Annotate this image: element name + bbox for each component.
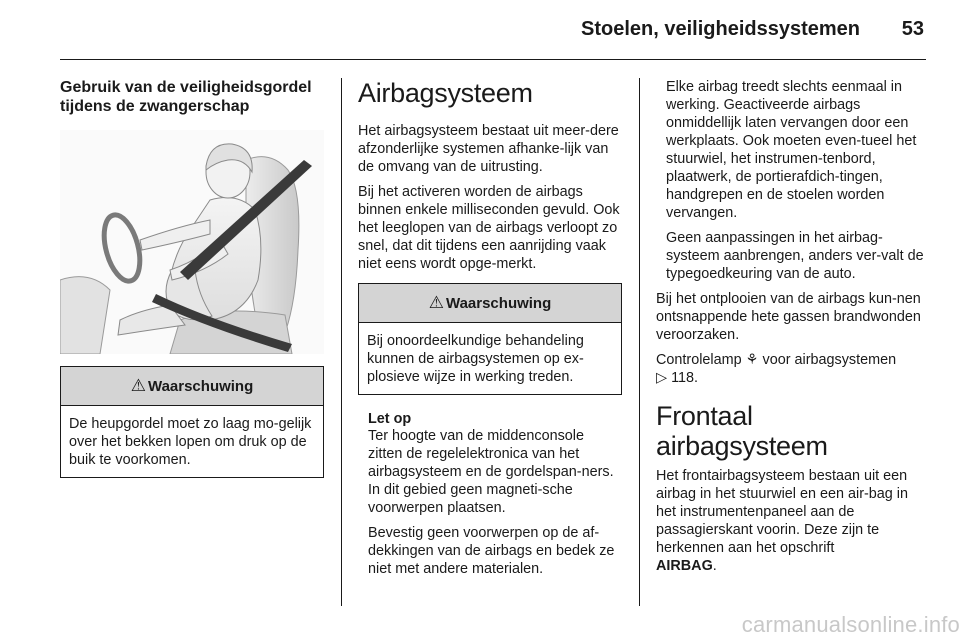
column-1	[60, 78, 324, 478]
paragraph: Bij het ontplooien van de airbags kun-nen ontsnappende hete gassen brandwonden veroorzaken.	[656, 291, 921, 343]
warning-box-airbag	[358, 283, 622, 395]
warning-text: Bij onoordeelkundige behandeling kunnen de airbagsystemen op ex-plosieve wijze in werking treden.	[367, 333, 584, 385]
warning-title: Waarschuwing	[445, 294, 552, 312]
paragraph: Het frontairbagsysteem bestaan uit een airbag in het stuurwiel en een air-bag in het instrumentenpaneel aan de passagierskant voorin. Deze zijn te herkennen aan het opschrift AIRBAG.	[656, 468, 908, 574]
indented-block	[656, 78, 926, 283]
paragraph: Bij het activeren worden de airbags binnen enkele milliseconden gevuld. Ook het leeglopen van de airbags verloopt zo snel, dat dit tijdens een aanrijding vaak niet eens wordt opge-merkt.	[358, 184, 620, 272]
warning-header	[359, 284, 621, 323]
header-rule	[60, 59, 926, 60]
paragraph: Ter hoogte van de middenconsole zitten de regelelektronica van het airbagsysteem en de gordelspan-ners. In dit gebied geen magneti-sche voorwerpen plaatsen.	[368, 428, 614, 516]
note-block	[358, 427, 622, 578]
airbag-warning-lamp-icon: ⚘	[745, 352, 759, 368]
warning-text: De heupgordel moet zo laag mo-gelijk over het bekken lopen om druk op de buik te voorkomen.	[69, 416, 312, 468]
pregnant-driver-seatbelt-illustration	[60, 130, 324, 354]
warning-title: Waarschuwing	[147, 377, 254, 395]
warning-body	[61, 406, 323, 477]
paragraph: Bevestig geen voorwerpen op de af-dekkingen van de airbags en bedek ze niet met andere materialen.	[368, 525, 615, 577]
watermark: carmanualsonline.info	[741, 612, 960, 637]
warning-triangle-icon: ⚠	[428, 293, 444, 312]
page-reference-link[interactable]: 118.	[671, 370, 699, 386]
warning-triangle-icon: ⚠	[130, 376, 146, 395]
column-divider-1	[341, 78, 342, 606]
column-3	[656, 78, 926, 582]
note-label: Let op	[368, 411, 412, 427]
column-divider-2	[639, 78, 640, 606]
warning-box-pregnancy	[60, 366, 324, 478]
column-2	[358, 78, 622, 585]
airbag-label: AIRBAG	[656, 558, 713, 574]
heading-frontaal-airbagsysteem: Frontaal airbagsysteem	[656, 401, 828, 461]
paragraph-warning-lamp: Controlelamp ⚘ voor airbagsystemen ▷ 118.	[656, 352, 897, 386]
page-number: 53	[901, 18, 924, 40]
heading-airbagsysteem: Airbagsysteem	[358, 78, 533, 108]
paragraph: Het airbagsysteem bestaat uit meer-dere afzonderlijke systemen afhanke-lijk van de omvang van de uitrusting.	[358, 123, 619, 175]
warning-body	[359, 323, 621, 394]
paragraph: Elke airbag treedt slechts eenmaal in werking. Geactiveerde airbags onmiddellijk laten vervangen door een werkplaats. Ook moeten even-tueel het stuurwiel, het instrumen-tenbord, plaatwerk, de portierafdich-tingen, handgrepen en de stoelen worden vervangen.	[666, 79, 917, 221]
paragraph: Geen aanpassingen in het airbag-systeem aanbrengen, anders ver-valt de typegoedkeuring van de auto.	[666, 230, 924, 282]
header-title: Stoelen, veiligheidssystemen	[581, 18, 860, 40]
page-reference-icon: ▷	[656, 370, 668, 386]
section-title-pregnancy: Gebruik van de veiligheidsgordel tijdens de zwangerschap	[60, 79, 312, 115]
warning-header	[61, 367, 323, 406]
